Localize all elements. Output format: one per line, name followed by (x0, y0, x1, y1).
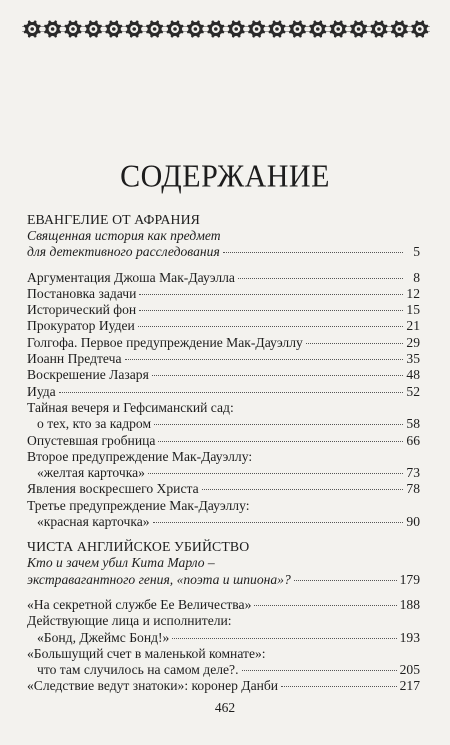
entry-title: о тех, кто за кадром (37, 416, 152, 432)
leader-dots (148, 472, 403, 474)
toc-section-2 (27, 539, 420, 694)
leader-dots (139, 293, 403, 295)
page-number: 462 (214, 700, 236, 715)
entry-title: «Большущий счет в маленькой комнате»: (27, 645, 266, 661)
subtitle-line: для детективного расследования (27, 244, 220, 260)
entry-title: что там случилось на самом деле?. (37, 662, 239, 678)
page-ref: 29 (406, 334, 420, 350)
leader-dots (238, 277, 403, 279)
entry-title: «желтая карточка» (37, 465, 145, 481)
leader-dots (294, 579, 397, 581)
leader-dots (281, 685, 397, 687)
entry-title: «Следствие ведут знатоки»: коронер Данби (27, 678, 279, 694)
leader-dots (152, 374, 403, 376)
entry-title: Аргументация Джоша Мак-Дауэлла (27, 269, 235, 285)
section-title: ЕВАНГЕЛИЕ ОТ АФРАНИЯ (27, 212, 200, 227)
entry-title: «На секретной службе Ее Величества» (27, 596, 252, 612)
page-ref: 90 (406, 514, 420, 530)
subtitle-line: экстравагантного гения, «поэта и шпиона»? (27, 571, 291, 587)
page-ref: 193 (399, 629, 420, 645)
leader-dots (172, 637, 396, 639)
toc-section-1 (27, 212, 420, 530)
entry-title: Действующие лица и исполнители: (27, 613, 232, 629)
page-ref: 35 (406, 351, 420, 367)
leader-dots (223, 251, 403, 253)
entry-title: Голгофа. Первое предупреждение Мак-Дауэллу (27, 334, 303, 350)
toc-entry (27, 384, 420, 400)
section-subtitle (27, 555, 420, 588)
toc-entry (27, 367, 420, 383)
page-ref: 179 (399, 571, 420, 587)
page-ref: 15 (406, 302, 420, 318)
toc-entry (27, 335, 420, 351)
section-title: ЧИСТА АНГЛИЙСКОЕ УБИЙСТВО (27, 539, 250, 555)
leader-dots (59, 391, 403, 393)
entry-title: Второе предупреждение Мак-Дауэллу: (27, 448, 253, 464)
entry-title: Тайная вечеря и Гефсиманский сад: (27, 399, 234, 415)
leader-dots (254, 604, 396, 606)
section-subtitle (27, 228, 420, 261)
toc-entry (27, 286, 420, 302)
entry-title: «красная карточка» (37, 514, 150, 530)
toc-entry (27, 351, 420, 367)
toc-entry (27, 597, 420, 613)
toc-entry (27, 613, 420, 646)
toc-entry (27, 449, 420, 482)
page-ref: 73 (406, 465, 420, 481)
toc-entry (27, 646, 420, 679)
subtitle-line: Кто и зачем убил Кита Марло – (27, 555, 215, 571)
entry-title: Опустевшая гробница (27, 432, 156, 448)
page-ref: 48 (406, 367, 420, 383)
toc-entry (27, 678, 420, 694)
decorative-ornament-border (22, 14, 430, 44)
toc-entry (27, 498, 420, 531)
entry-title: Иуда (27, 383, 56, 399)
entry-title: Иоанн Предтеча (27, 351, 122, 367)
entry-title: Воскрешение Лазаря (27, 367, 149, 383)
leader-dots (242, 669, 397, 671)
entry-title: Явления воскресшего Христа (27, 481, 199, 497)
leader-dots (202, 488, 403, 490)
entry-title: Третье предупреждение Мак-Дауэллу: (27, 497, 250, 513)
page-ref: 205 (399, 662, 420, 678)
toc-entry (27, 302, 420, 318)
page-ref: 188 (399, 596, 420, 612)
page-ref: 8 (413, 269, 420, 285)
toc-entry (27, 318, 420, 334)
leader-dots (139, 309, 403, 311)
entry-title: «Бонд, Джеймс Бонд!» (37, 629, 170, 645)
leader-dots (125, 358, 404, 360)
leader-dots (158, 440, 403, 442)
page-ref: 66 (406, 432, 420, 448)
entry-title: Постановка задачи (27, 285, 137, 301)
page-ref: 217 (399, 678, 420, 694)
subtitle-line: Священная история как предмет (27, 228, 221, 243)
page-ref: 78 (406, 481, 420, 497)
toc-entry (27, 270, 420, 286)
page-title: СОДЕРЖАНИЕ (120, 159, 330, 194)
page-ref: 5 (413, 244, 420, 260)
entry-title: Исторический фон (27, 302, 137, 318)
leader-dots (154, 423, 403, 425)
page-ref: 58 (406, 416, 420, 432)
toc-entry (27, 400, 420, 433)
page-ref: 21 (406, 318, 420, 334)
leader-dots (153, 521, 403, 523)
page-ref: 52 (406, 383, 420, 399)
table-of-contents (27, 212, 420, 695)
leader-dots (306, 342, 403, 344)
toc-entry (27, 433, 420, 449)
toc-entry (27, 481, 420, 497)
entry-title: Прокуратор Иудеи (27, 318, 135, 334)
page-ref: 12 (406, 285, 420, 301)
leader-dots (138, 325, 403, 327)
